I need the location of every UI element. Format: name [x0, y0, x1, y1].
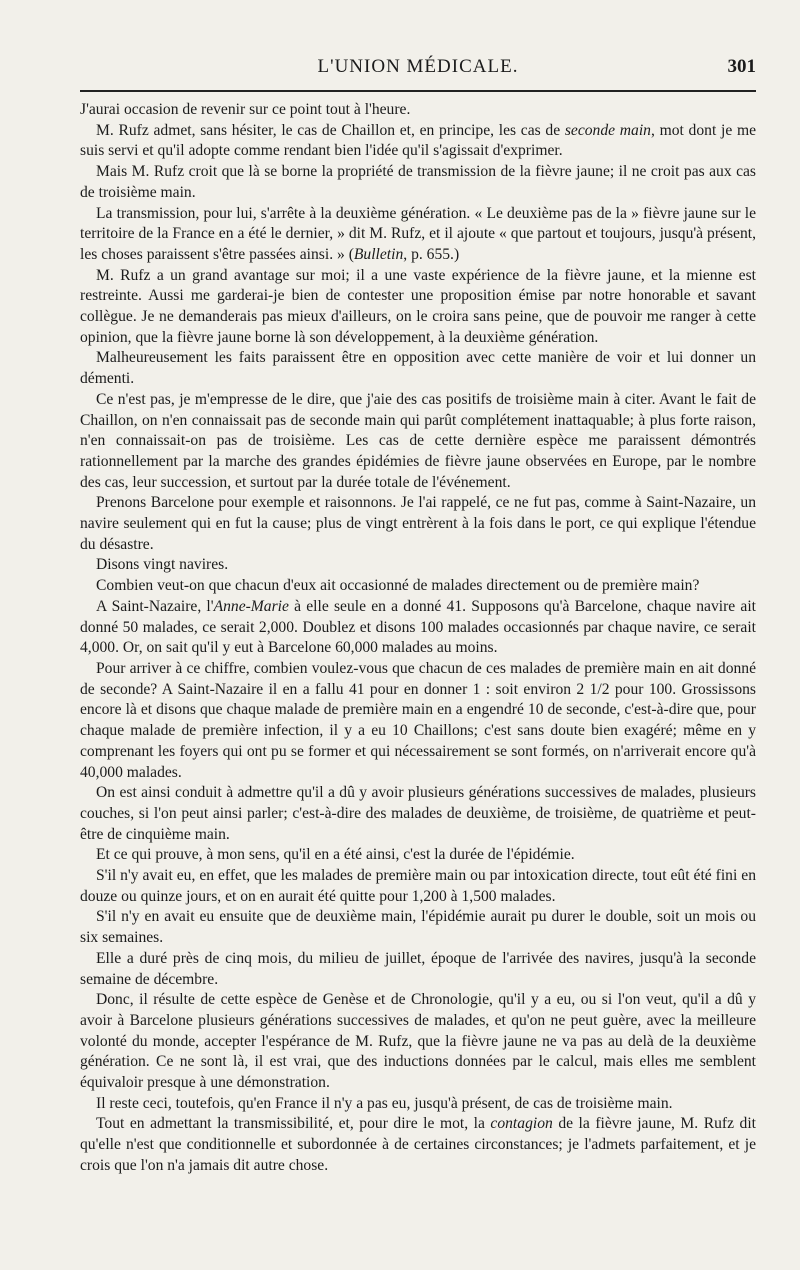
paragraph-text: à elle seule en a donné 41. Supposons qu'à Barcelone, chaque navire ait donné 50 malades, ce serait 2,000. Doublez et disons 100 malades occasionnés par chaque navire, ce serait 4,000. Or, on sait qu'il y eut à Barcelone 60,000 malades au moins. [80, 597, 756, 657]
paragraph [80, 1094, 756, 1115]
paragraph-text: de la fièvre jaune, M. Rufz dit qu'elle n'est que conditionnelle et subordonnée à de certaines circonstances; je l'admets parfaitement, et je crois que l'on n'a jamais dit autre chose. [80, 1115, 756, 1174]
paragraph [80, 1114, 756, 1176]
paragraph-text: Prenons Barcelone pour exemple et raisonnons. Je l'ai rappelé, ce ne fut pas, comme à Saint-Nazaire, un navire seulement qui en fut la cause; plus de vingt entrèrent à la fois dans le port, ce qui explique l'étendue du désastre. [80, 494, 756, 553]
paragraph [80, 390, 756, 494]
article-body [80, 100, 756, 1177]
paragraph [80, 866, 756, 907]
paragraph-text: Elle a duré près de cinq mois, du milieu de juillet, époque de l'arrivée des navires, jusqu'à la seconde semaine de décembre. [80, 949, 756, 988]
italic-term: Anne-Marie [213, 597, 289, 615]
running-header [80, 56, 756, 86]
header-rule [80, 90, 756, 92]
paragraph-text: J'aurai occasion de revenir sur ce point tout à l'heure. [80, 101, 411, 118]
paragraph-text: Combien veut-on que chacun d'eux ait occasionné de malades directement ou de première main? [96, 577, 700, 595]
italic-term: seconde main [564, 121, 651, 139]
paragraph [80, 597, 756, 659]
paragraph [80, 266, 756, 349]
paragraph-text: Mais M. Rufz croit que là se borne la propriété de transmission de la fièvre jaune; il ne croit pas aux cas de troisième main. [80, 163, 756, 201]
paragraph-text: Ce n'est pas, je m'empresse de le dire, que j'aie des cas positifs de troisième main à citer. Avant le fait de Chaillon, on n'en connaissait pas de seconde main qui parût complétement inattaquable; à plus forte raison, n'en connaissait-on pas de troisième. Les cas de cette dernière espèce me paraissent démontrés rationnellement par la marche des grandes épidémies de fièvre jaune observées en Europe, par le nombre des cas, leur succession, et surtout par la durée totale de l'événement. [80, 390, 756, 491]
paragraph [80, 493, 756, 555]
paragraph [80, 949, 756, 990]
paragraph-text: , mot dont je me suis servi et qu'il adopte comme rendant bien l'idée qu'il s'agissait d'exprimer. [80, 121, 756, 160]
paragraph [80, 121, 756, 162]
paragraph [80, 204, 756, 266]
paragraph [80, 907, 756, 948]
paragraph-text: Tout en admettant la transmissibilité, et, pour dire le mot, la [96, 1115, 491, 1133]
paragraph-text: Disons vingt navires. [96, 556, 229, 574]
paragraph-text: M. Rufz admet, sans hésiter, le cas de Chaillon et, en principe, les cas de [96, 121, 565, 139]
paragraph-text: Et ce qui prouve, à mon sens, qu'il en a été ainsi, c'est la durée de l'épidémie. [96, 846, 575, 864]
paragraph [80, 555, 756, 576]
paragraph [80, 576, 756, 597]
paragraph [80, 845, 756, 866]
paragraph-text: S'il n'y avait eu, en effet, que les malades de première main ou par intoxication directe, tout eût été fini en douze ou quinze jours, et on en aurait été quitte pour 1,200 à 1,500 malades. [80, 867, 756, 905]
paragraph [80, 162, 756, 203]
paragraph-text: Donc, il résulte de cette espèce de Genèse et de Chronologie, qu'il y a eu, ou si l'on veut, qu'il a dû y avoir à Barcelone plusieurs générations successives de malades, et qu'on ne peut guère, avec la meilleure volonté du monde, accepter l'espérance de M. Rufz, que la fièvre jaune ne va pas au delà de la deuxième génération. Ce ne sont là, il est vrai, que des inductions données par le calcul, mais elles me semblent équivaloir presque à une démonstration. [80, 991, 756, 1092]
paragraph-text: Malheureusement les faits paraissent être en opposition avec cette manière de voir et lui donner un démenti. [80, 349, 756, 388]
paragraph-text: La transmission, pour lui, s'arrête à la deuxième génération. « Le deuxième pas de la » fièvre jaune sur le territoire de la France en a été le dernier, » dit M. Rufz, et il ajoute « que partout et toujours, jusqu'à présent, les choses paraissent s'être passées ainsi. » ( [80, 204, 756, 263]
italic-term: Bulletin [353, 245, 404, 263]
paragraph [80, 659, 756, 783]
page-number: 301 [727, 56, 756, 77]
paragraph-text: S'il n'y en avait eu ensuite que de deuxième main, l'épidémie aurait pu durer le double, soit un mois ou six semaines. [80, 908, 756, 947]
paragraph [80, 100, 756, 121]
paragraph [80, 990, 756, 1094]
paragraph-text: On est ainsi conduit à admettre qu'il a dû y avoir plusieurs générations successives de malades, plusieurs couches, si l'on peut ainsi parler; c'est-à-dire des malades de deuxième, de troisième, de quatrième et peut-être de cinquième main. [80, 784, 756, 843]
paragraph [80, 348, 756, 389]
journal-title: L'UNION MÉDICALE. [317, 56, 519, 77]
paragraph-text: A Saint-Nazaire, l' [96, 597, 214, 615]
paragraph-text: Il reste ceci, toutefois, qu'en France il n'y a pas eu, jusqu'à présent, de cas de troisième main. [96, 1094, 673, 1112]
paragraph-text: M. Rufz a un grand avantage sur moi; il a une vaste expérience de la fièvre jaune, et la mienne est restreinte. Aussi me garderai-je bien de contester une proposition émise par notre honorable et savant collègue. Je ne demanderais pas mieux d'ailleurs, on le croira sans peine, que de pouvoir me ranger à cette opinion, que la fièvre jaune borne là son développement, à la deuxième génération. [80, 266, 756, 346]
paragraph [80, 783, 756, 845]
italic-term: contagion [490, 1115, 553, 1133]
paragraph-text: Pour arriver à ce chiffre, combien voulez-vous que chacun de ces malades de première main en ait donné de seconde? A Saint-Nazaire il en a fallu 41 pour en donner 1 : soit environ 2 1/2 pour 100. Grossissons encore là et disons que chaque malade de première main en a engendré 10 de seconde, c'est-à-dire que, pour chaque malade de première infection, il y a eu 10 Chaillons; c'est sans doute bien exagéré; même en y comprenant les foyers qui ont pu se former et qui nécessairement se sont formés, on n'arriverait encore qu'à 40,000 malades. [80, 659, 756, 781]
paragraph-text: , p. 655.) [403, 245, 460, 263]
